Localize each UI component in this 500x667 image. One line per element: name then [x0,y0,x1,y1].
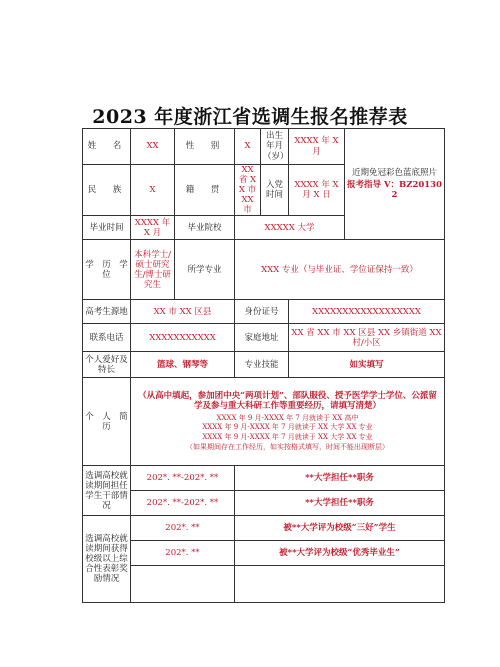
recommendation-form [82,128,444,603]
hobbies-value[interactable]: 篮球、钢琴等 [131,352,235,378]
id-number-value[interactable]: XXXXXXXXXXXXXXXXXX [289,300,445,324]
award-content[interactable]: 被**大学评为校级“优秀毕业生” [235,541,445,566]
resume-content[interactable] [131,378,445,466]
cadre-content[interactable]: **大学担任**职务 [235,466,445,491]
photo-guide: 报考指导 V：BZ201302 [347,180,443,201]
resume-intro: （从高中填起，参加团中央“两项计划”、部队服役、授予医学学士学位、公派留学及参与重大科研工作等重要经历，请填写清楚） [138,391,437,412]
birth-date-value[interactable]: XXXX 年 X 月 [289,129,345,165]
education-value[interactable]: 本科学士/硕士研究生/博士研究生 [131,240,175,300]
gaokao-place-label: 高考生源地 [83,300,131,324]
page-title: 2023 年度浙江省选调生报名推荐表 [92,106,408,128]
gender-value[interactable]: X [235,129,261,165]
resume-line: XXXX 年 9 月-XXXX 年 7 月就读于 XX 大学 XX 专业 [202,423,373,432]
skills-value[interactable]: 如实填写 [289,352,445,378]
home-address-value[interactable]: XX 省 XX 市 XX 区县 XX 乡镇街道 XX 村/小区 [289,324,445,352]
ethnicity-value[interactable]: X [131,165,175,216]
major-label: 所学专业 [175,240,235,300]
phone-value[interactable]: XXXXXXXXXXX [131,324,235,352]
graduation-time-label: 毕业时间 [83,216,131,240]
form-table [82,128,445,603]
awards-label: 选调高校就读期间获得校级以上综合性表彰奖励情况 [83,516,131,603]
name-label: 姓 名 [83,129,131,165]
party-date-label: 入党时间 [261,165,289,216]
hobbies-label: 个人爱好及特长 [83,352,131,378]
major-value[interactable]: XXX 专业（与毕业证、学位证保持一致） [235,240,445,300]
party-date-value[interactable]: XXXX 年 X 月 X 日 [289,165,345,216]
photo-area[interactable] [345,129,445,240]
education-label: 学 历 学 位 [83,240,131,300]
name-value[interactable]: XX [131,129,175,165]
phone-label: 联系电话 [83,324,131,352]
native-place-value[interactable]: XX 省 XX 市 XX 市 [235,165,261,216]
cadre-content[interactable]: **大学担任**职务 [235,491,445,516]
graduation-time-value[interactable]: XXXX 年 X 月 [131,216,175,240]
skills-label: 专业技能 [235,352,289,378]
resume-line: XXXX 年 9 月-XXXX 年 7 月就读于 XX 大学 XX 专业 [202,433,373,442]
gender-label: 性 别 [175,129,235,165]
photo-text: 近期免冠彩色蓝底照片 [351,168,437,179]
cadre-label: 选调高校就读期间担任学生干部情况 [83,466,131,516]
gaokao-place-value[interactable]: XX 市 XX 区县 [131,300,235,324]
graduation-school-label: 毕业院校 [175,216,235,240]
cadre-period[interactable]: 202*. **-202*. ** [131,466,235,491]
resume-note: （如果期间存在工作经历，如实按格式填写，时间不能出现断层） [186,442,389,451]
birth-date-label: 出生年月（岁） [261,129,289,165]
award-period[interactable]: 202*. ** [131,516,235,541]
cadre-period[interactable]: 202*. **-202*. ** [131,491,235,516]
native-place-label: 籍 贯 [175,165,235,216]
graduation-school-value[interactable]: XXXXX 大学 [235,216,345,240]
award-period[interactable] [131,566,235,603]
award-period[interactable]: 202*. ** [131,541,235,566]
ethnicity-label: 民 族 [83,165,131,216]
home-address-label: 家庭地址 [235,324,289,352]
award-content[interactable]: 被**大学评为校级“三好”学生 [235,516,445,541]
resume-line: XXXX 年 9 月-XXXX 年 7 月就读于 XX 高中 [216,413,359,422]
resume-label: 个 人 简 历 [83,378,131,466]
id-number-label: 身份证号 [235,300,289,324]
award-content[interactable] [235,566,445,603]
